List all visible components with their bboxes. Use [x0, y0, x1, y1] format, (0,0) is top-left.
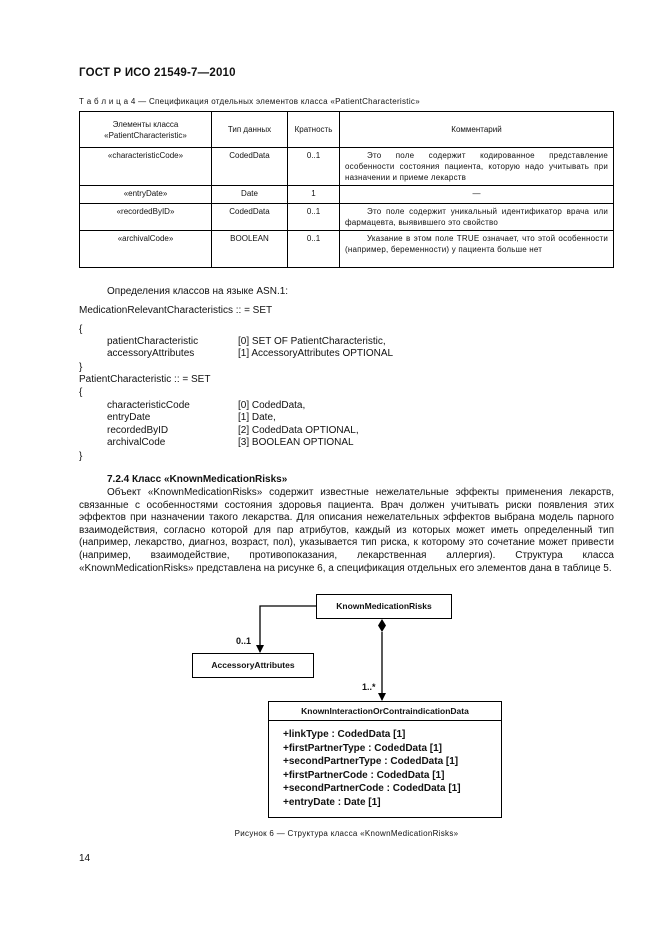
- class-title: AccessoryAttributes: [211, 660, 295, 670]
- asn-field-type: [3] BOOLEAN OPTIONAL: [238, 437, 354, 448]
- cell-multiplicity: 1: [288, 186, 340, 204]
- class-title: KnownMedicationRisks: [336, 601, 432, 611]
- class-attribute: +secondPartnerCode : CodedData [1]: [283, 783, 461, 795]
- asn-field-name: entryDate: [107, 412, 151, 423]
- page-number: 14: [79, 853, 91, 864]
- asn-close-brace: }: [79, 451, 83, 462]
- uml-class-known-medication-risks: [316, 594, 452, 619]
- cell-multiplicity: 0..1: [288, 204, 340, 231]
- cell-element: «entryDate»: [80, 186, 212, 204]
- comment-text: Это поле содержит уникальный идентификатор врача или фармацевта, выявившего это свойство: [345, 207, 608, 227]
- table-caption: Т а б л и ц а 4 — Спецификация отдельных элементов класса «PatientCharacteristic»: [79, 97, 420, 106]
- class-attribute: +entryDate : Date [1]: [283, 796, 381, 808]
- cell-type: BOOLEAN: [212, 231, 288, 268]
- cell-multiplicity: 0..1: [288, 231, 340, 268]
- asn-intro: Определения классов на языке ASN.1:: [107, 286, 289, 297]
- paragraph-text: Объект «KnownMedicationRisks» содержит известные нежелательные эффекты применения лекарств, связанные с особенностями состояния здоровья пациента. Врач должен учитывать риски появления этих эффектов при назначении такого лекарства. Для описания нежелательных эффектов выбрана модель парного взаимодействия, согласно которой для пар атрибутов, каждый из которых может иметь определенный тип (например, лекарство, диагноз, возраст, пол), указывается тип риска, к которому это сочетание может привести (например, взаимодействие, противопоказания, лекарственная аллергия). Структура класса «KnownMedicationRisks» представлена на рисунке 6, а спецификация отдельных его элементов дана в таблице 5.: [79, 487, 614, 574]
- asn-field-name: patientCharacteristic: [107, 336, 199, 347]
- class-attributes: [269, 721, 501, 810]
- uml-class-known-interaction-data: [268, 701, 502, 818]
- asn-def-patient: PatientCharacteristic :: = SET: [79, 374, 211, 385]
- accessory-connector-line: [260, 606, 316, 652]
- cell-type: CodedData: [212, 204, 288, 231]
- asn-field-type: [0] SET OF PatientCharacteristic,: [238, 336, 386, 347]
- arrowhead-icon: [378, 693, 386, 701]
- section-heading: 7.2.4 Класс «KnownMedicationRisks»: [107, 474, 288, 485]
- composition-diamond-icon: [378, 619, 386, 632]
- class-title: KnownInteractionOrContraindicationData: [269, 702, 501, 721]
- cell-comment: —: [340, 186, 614, 204]
- cell-element: «archivalCode»: [80, 231, 212, 268]
- uml-class-accessory-attributes: [192, 653, 314, 678]
- asn-open-brace: {: [79, 387, 83, 398]
- cell-type: Date: [212, 186, 288, 204]
- figure-caption: Рисунок 6 — Структура класса «KnownMedicationRisks»: [234, 829, 459, 838]
- asn-open-brace: {: [79, 324, 83, 335]
- header-multiplicity: Кратность: [288, 112, 340, 148]
- asn-def-medication: MedicationRelevantCharacteristics :: = SET: [79, 305, 273, 316]
- cell-multiplicity: 0..1: [288, 148, 340, 186]
- comment-text: Это поле содержит кодированное представление особенности состояния пациента, которую надо учитывать при назначении и приеме лекарств: [345, 151, 608, 182]
- multiplicity-label: 0..1: [236, 636, 252, 646]
- cell-type: CodedData: [212, 148, 288, 186]
- arrowhead-icon: [256, 645, 264, 653]
- asn-field-name: accessoryAttributes: [107, 348, 195, 359]
- cell-element: «recordedByID»: [80, 204, 212, 231]
- asn-field-name: recordedByID: [107, 425, 169, 436]
- class-attribute: +linkType : CodedData [1]: [283, 729, 406, 740]
- multiplicity-label: 1..*: [362, 682, 376, 692]
- class-attribute: +firstPartnerType : CodedData [1]: [283, 742, 443, 754]
- class-attribute: +firstPartnerCode : CodedData [1]: [283, 769, 445, 781]
- header-element: Элементы класса «PatientCharacteristic»: [80, 112, 212, 148]
- asn-field-name: characteristicCode: [107, 400, 190, 411]
- asn-field-type: [2] CodedData OPTIONAL,: [238, 425, 359, 436]
- class-attribute: +secondPartnerType : CodedData [1]: [283, 756, 459, 768]
- asn-field-name: archivalCode: [107, 437, 166, 448]
- asn-field-type: [0] CodedData,: [238, 400, 306, 411]
- cell-element: «characteristicCode»: [80, 148, 212, 186]
- document-header: ГОСТ Р ИСО 21549-7—2010: [79, 67, 236, 79]
- header-comment: Комментарий: [340, 112, 614, 148]
- comment-text: Указание в этом поле TRUE означает, что этой особенности (например, беременности) у пациента больше нет: [345, 234, 608, 254]
- asn-close-brace: }: [79, 362, 83, 373]
- header-type: Тип данных: [212, 112, 288, 148]
- asn-field-type: [1] Date,: [238, 412, 276, 423]
- asn-field-type: [1] AccessoryAttributes OPTIONAL: [238, 348, 394, 359]
